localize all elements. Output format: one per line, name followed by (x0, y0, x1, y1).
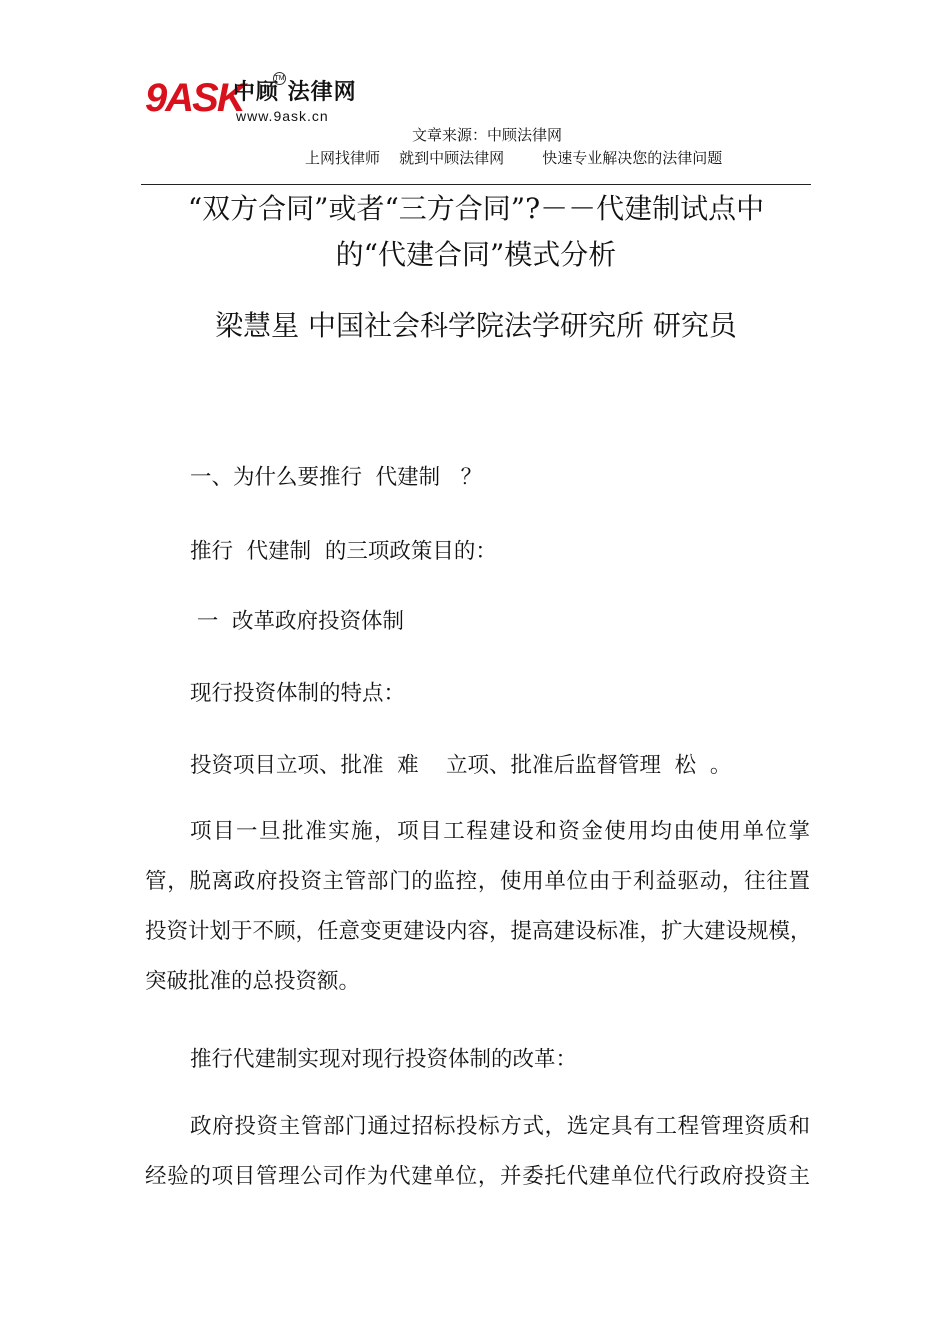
logo-mark: 9ASK (145, 76, 244, 120)
title-line-1: “双方合同”或者“三方合同”?－－代建制试点中 (187, 192, 765, 225)
paragraph-block (145, 807, 810, 1007)
paragraph-line: 突破批准的总投资额。 (145, 969, 361, 994)
article-title (141, 186, 811, 278)
section-heading: 一、为什么要推行 代建制 ？ (190, 465, 483, 490)
site-slogan: 上网找律师 就到中顾法律网 快速专业解决您的法律问题 (305, 149, 723, 167)
article-author: 梁慧星 中国社会科学院法学研究所 研究员 (215, 309, 737, 342)
paragraph-line: 项目一旦批准实施，项目工程建设和资金使用均由使用单位掌 (190, 819, 810, 844)
paragraph-line: 投资计划于不顾，任意变更建设内容，提高建设标准，扩大建设规模， (145, 919, 812, 944)
logo-url: www.9ask.cn (236, 108, 329, 124)
paragraph: 投资项目立项、批准 难 立项、批准后监督管理 松 。 (190, 753, 732, 778)
site-logo[interactable] (145, 72, 365, 128)
paragraph: 现行投资体制的特点： (190, 681, 406, 706)
paragraph-line: 管，脱离政府投资主管部门的监控，使用单位由于利益驱动，往往置 (145, 869, 810, 894)
header-divider (141, 184, 811, 185)
paragraph-line: 政府投资主管部门通过招标投标方式，选定具有工程管理资质和 (190, 1114, 810, 1139)
paragraph: 推行代建制实现对现行投资体制的改革： (190, 1047, 578, 1072)
logo-name: 中顾 法律网 (233, 80, 357, 105)
paragraph: 推行 代建制 的三项政策目的： (190, 539, 497, 564)
paragraph-line: 经验的项目管理公司作为代建单位，并委托代建单位代行政府投资主 (145, 1164, 810, 1189)
article-source: 文章来源：中顾法律网 (412, 126, 563, 144)
trademark-badge: TM (273, 72, 286, 85)
title-line-2: 的“代建合同”模式分析 (335, 238, 617, 271)
subsection-heading: 一 改革政府投资体制 (190, 609, 405, 634)
paragraph-block (145, 1102, 810, 1202)
